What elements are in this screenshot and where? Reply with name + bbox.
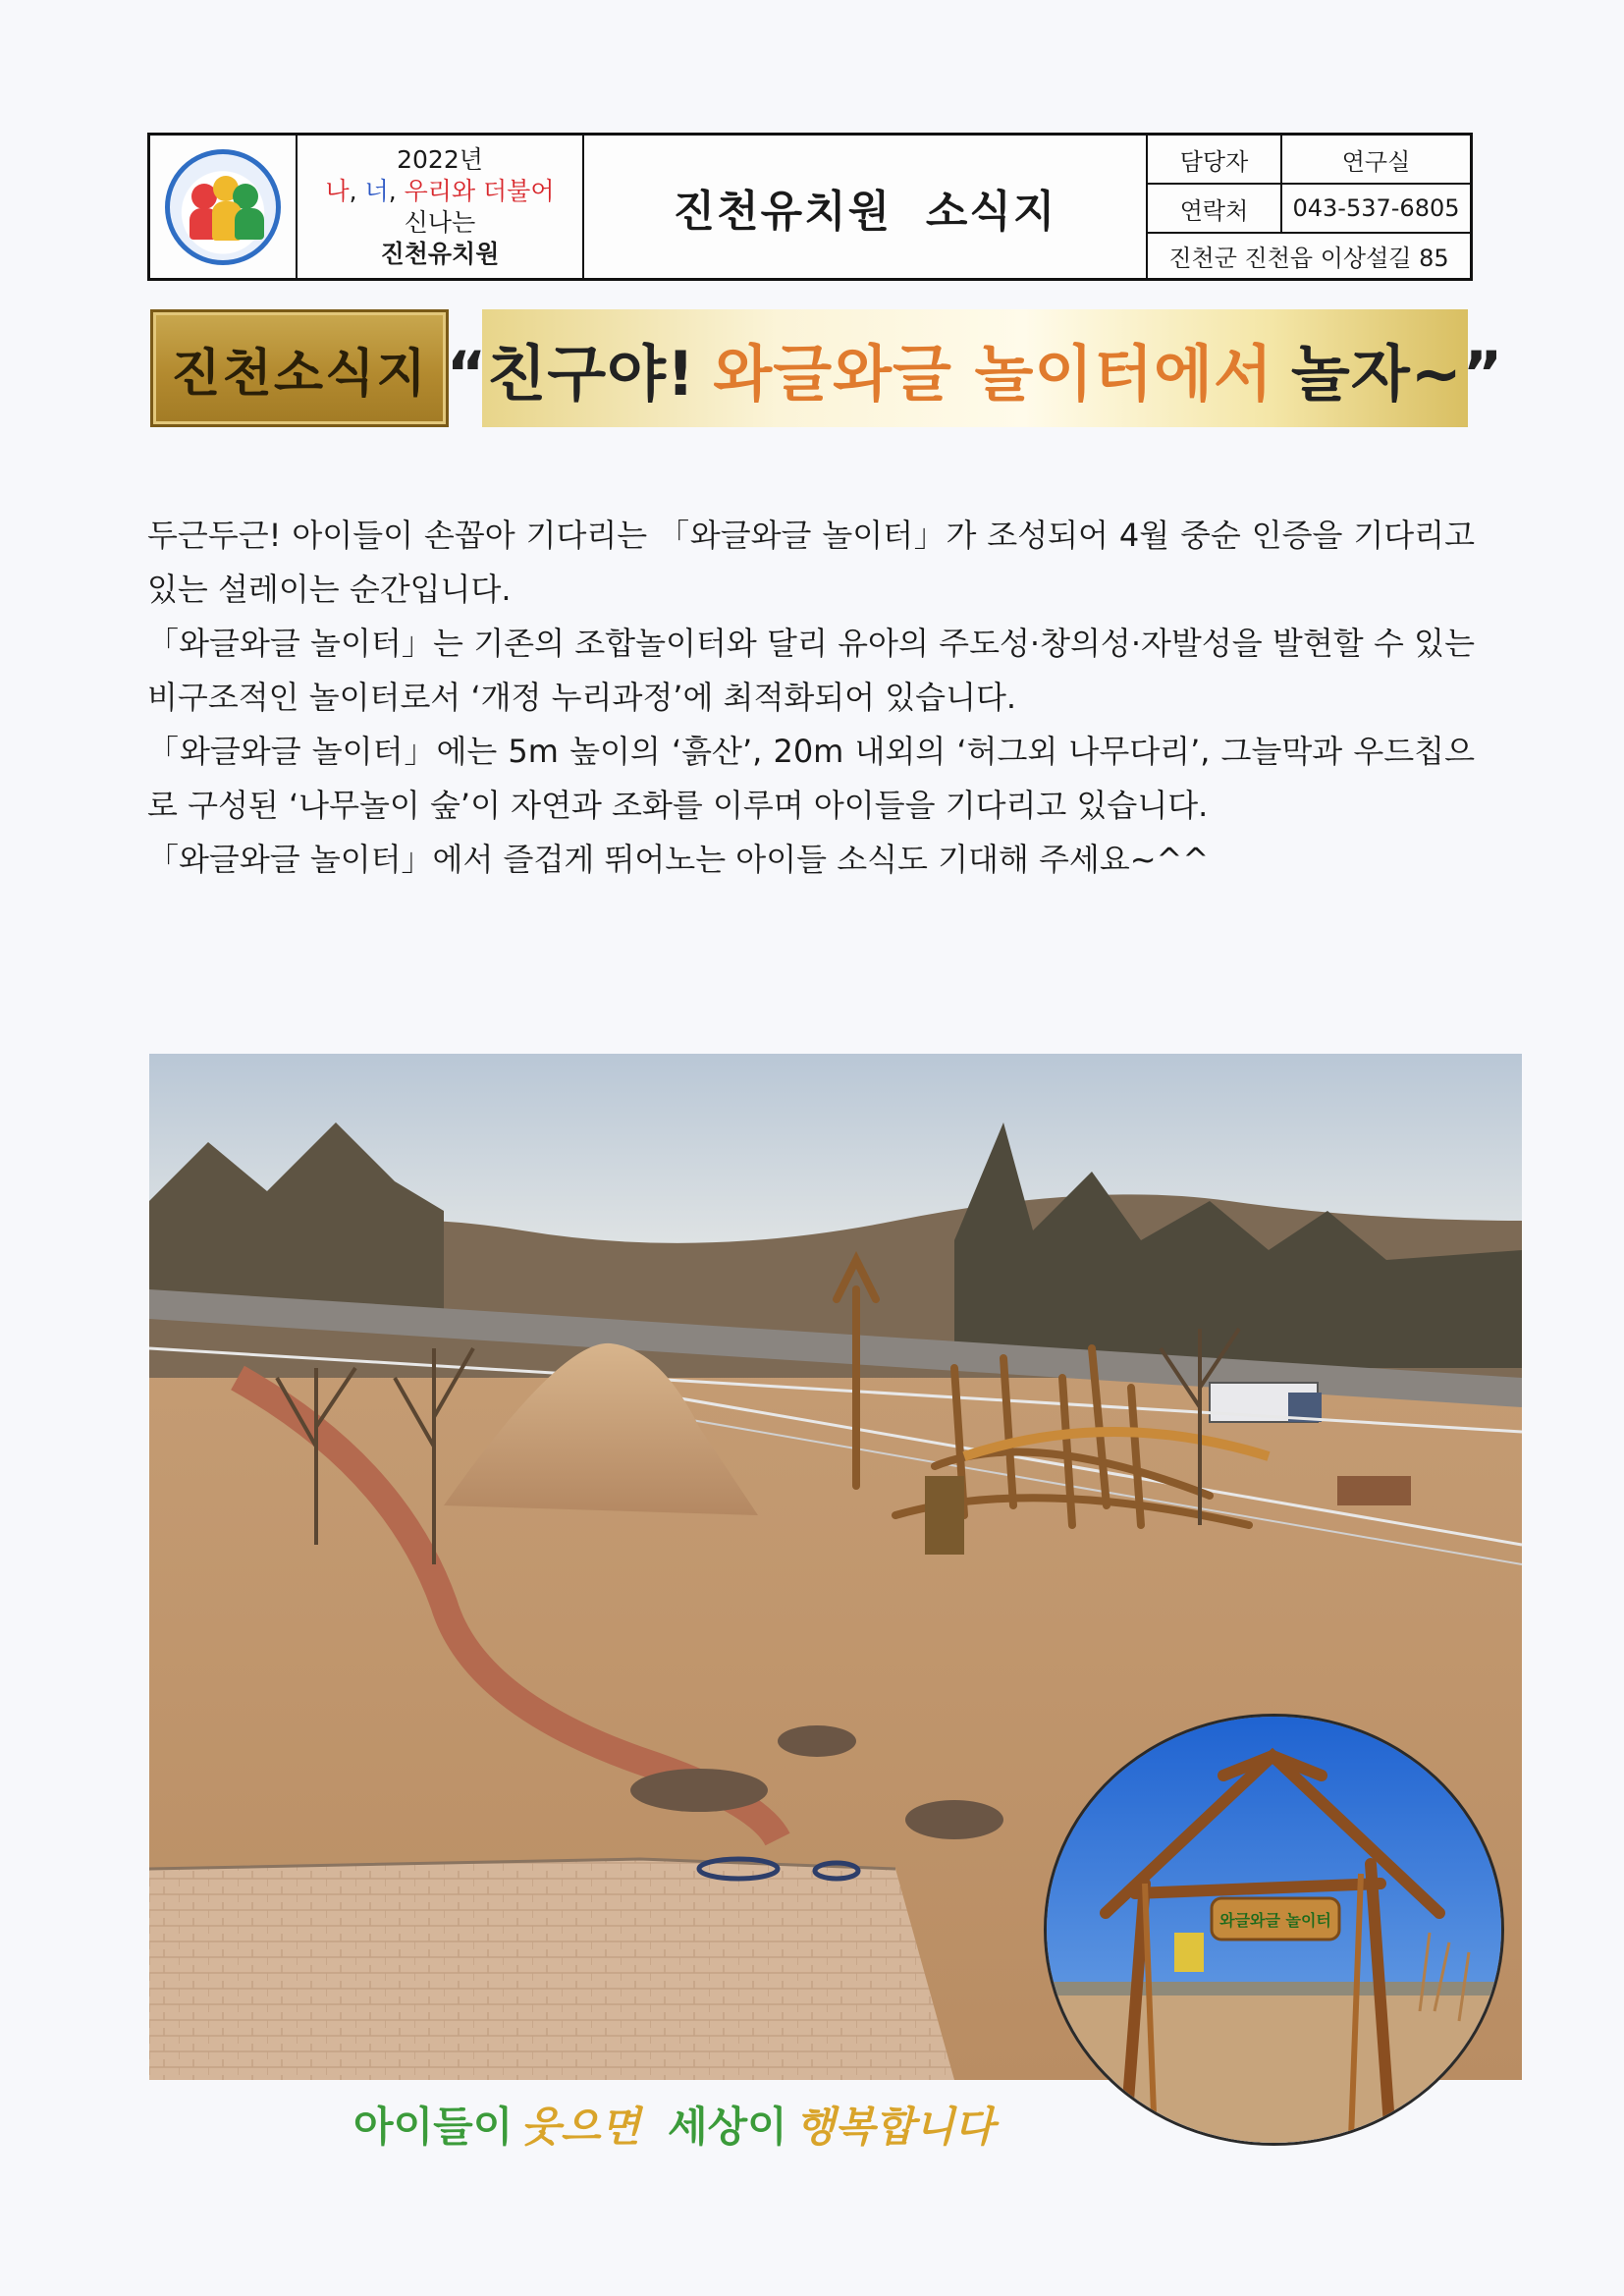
headline-banner — [446, 309, 1504, 427]
gate-inset-photo — [1044, 1714, 1504, 2146]
headline-part1: “친구야! — [446, 337, 696, 410]
slogan-part4: 행복합니다 — [794, 2103, 995, 2151]
motto-word-neo: 너 — [364, 176, 389, 205]
headline-part2: 와글와글 놀이터에서 — [713, 337, 1273, 410]
gate-sign-text: 와글와글 놀이터 — [1219, 1911, 1331, 1930]
slogan-part1: 아이들이 — [353, 2103, 514, 2151]
slogan-part2: 웃으면 — [520, 2103, 641, 2151]
contact-info — [1148, 136, 1470, 278]
article-body — [147, 509, 1475, 887]
logo-cell — [150, 136, 298, 278]
slogan — [353, 2090, 1100, 2159]
motto-line3: 신나는 — [404, 207, 476, 237]
phone-value: 043-537-6805 — [1292, 194, 1460, 222]
headline-part3: 놀자~” — [1290, 337, 1504, 410]
paragraph: 두근두근! 아이들이 손꼽아 기다리는 「와글와글 놀이터」가 조성되어 4월 중순 인증을 기다리고 있는 설레이는 순간입니다. — [147, 517, 1475, 608]
address: 진천군 진천읍 이상설길 85 — [1168, 245, 1449, 272]
motto-line: 나, 너, 우리와 더불어 — [325, 176, 555, 205]
newsletter-title: 진천유치원 소식지 — [584, 136, 1148, 278]
motto-year: 2022년 — [397, 144, 483, 174]
phone-label: 연락처 — [1148, 185, 1282, 232]
motto-cell — [298, 136, 584, 278]
paragraph: 「와글와글 놀이터」는 기존의 조합놀이터와 달리 유아의 주도성·창의성·자발성을 발현할 수 있는 비구조적인 놀이터로서 ‘개정 누리과정’에 최적화되어 있습니다. — [147, 625, 1475, 716]
newsletter-header — [147, 133, 1473, 281]
section-badge: 진천소식지 — [150, 309, 449, 427]
motto-word-na: 나 — [325, 176, 350, 205]
manager-row — [1148, 136, 1470, 185]
paragraph: 「와글와글 놀이터」에서 즐겁게 뛰어노는 아이들 소식도 기대해 주세요~^^ — [147, 841, 1210, 878]
paragraph: 「와글와글 놀이터」에는 5m 높이의 ‘흙산’, 20m 내외의 ‘허그외 나무다리’, 그늘막과 우드칩으로 구성된 ‘나무놀이 숲’이 자연과 조화를 이루며 아이들을 기다리고 있습니다. — [147, 733, 1475, 824]
address-row — [1148, 234, 1470, 278]
manager-value: 연구실 — [1341, 147, 1411, 176]
phone-row — [1148, 185, 1470, 234]
motto-school-name: 진천유치원 — [380, 239, 500, 268]
kindergarten-logo — [165, 149, 281, 265]
manager-label: 담당자 — [1148, 136, 1282, 183]
slogan-part3: 세상이 — [668, 2103, 787, 2151]
motto-word-uri: 우리 — [404, 176, 452, 205]
